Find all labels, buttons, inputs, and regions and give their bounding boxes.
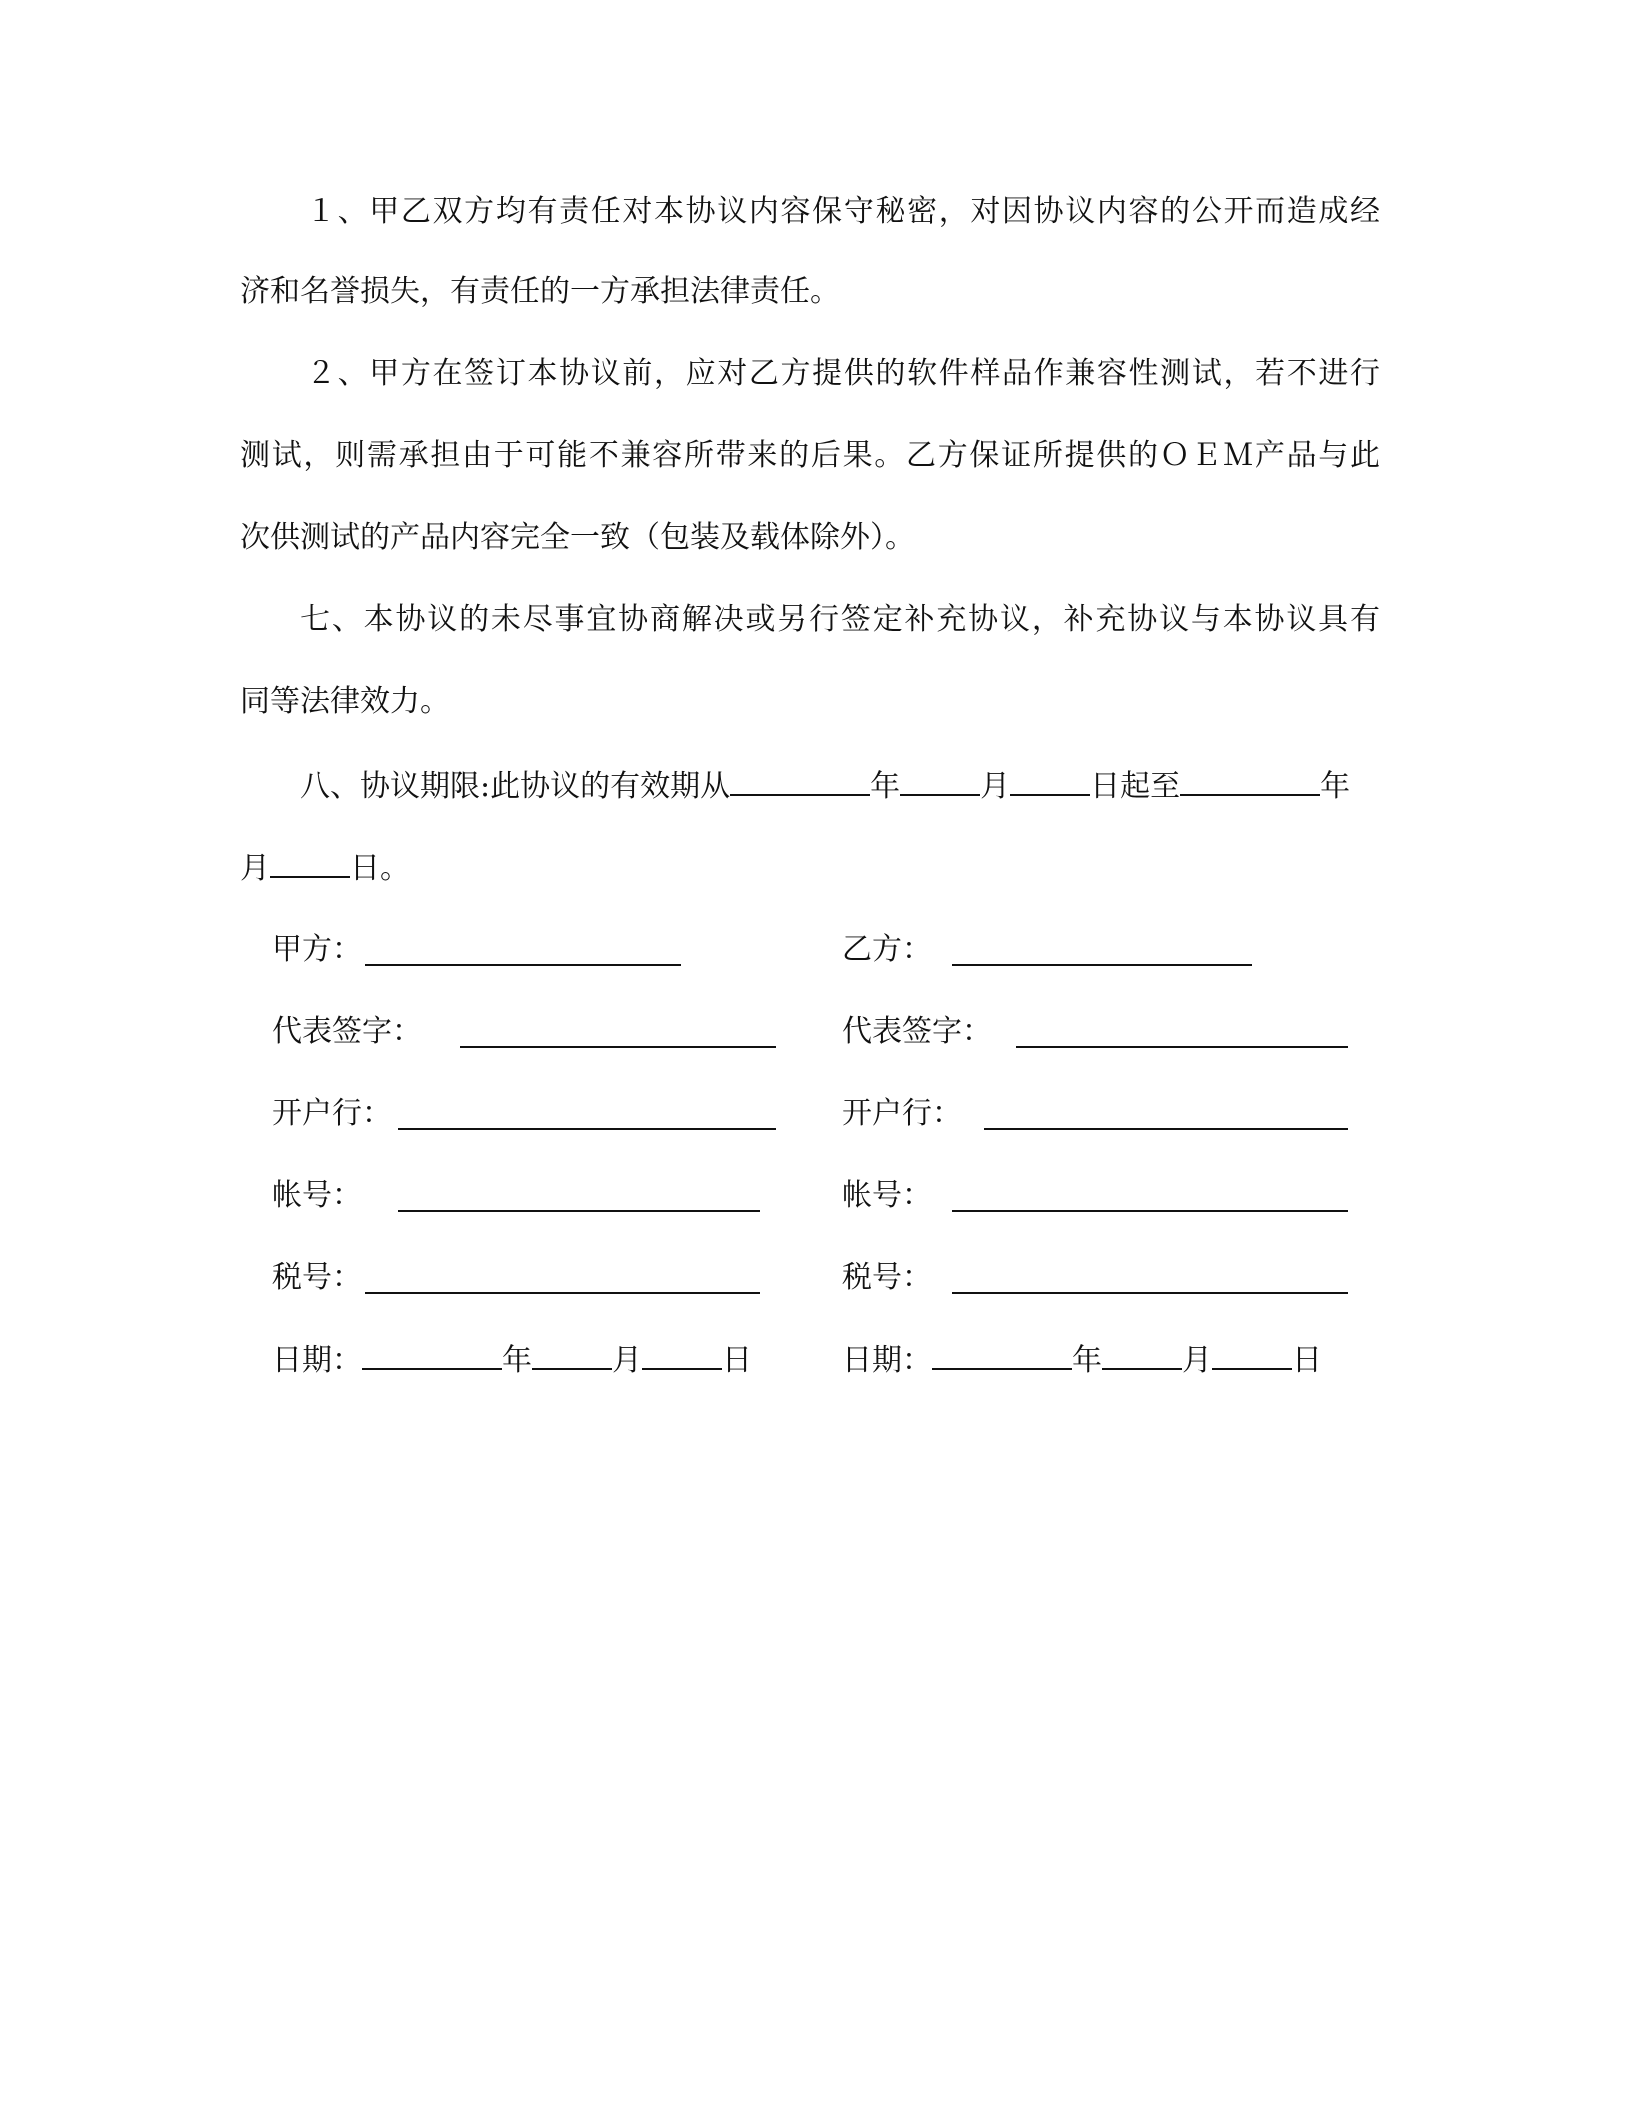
start-year-blank[interactable] (730, 766, 870, 796)
clause-2-line-1: ２、甲方在签订本协议前，应对乙方提供的软件样品作兼容性测试，若不进行 (306, 356, 1380, 391)
clause-7-line-1: 七、本协议的未尽事宜协商解决或另行签定补充协议，补充协议与本协议具有 (300, 602, 1380, 637)
party-b-date-label: 日期： (842, 1343, 932, 1378)
party-b-field[interactable] (952, 964, 1252, 966)
party-a-date-day-blank[interactable] (642, 1340, 722, 1370)
party-a-date-label: 日期： (272, 1343, 362, 1378)
clause-8-prefix: 八、协议期限:此协议的有效期从 (300, 769, 731, 804)
party-b-bank-label: 开户行： (842, 1096, 962, 1131)
party-a-representative-label: 代表签字： (272, 1014, 422, 1049)
party-b-bank-field[interactable] (984, 1128, 1348, 1130)
party-b-date-day-blank[interactable] (1212, 1340, 1292, 1370)
clause-1-line-1: １、甲乙双方均有责任对本协议内容保守秘密，对因协议内容的公开而造成经 (306, 194, 1380, 229)
party-b-month-text: 月 (1182, 1343, 1212, 1378)
end-day-blank[interactable] (270, 848, 350, 878)
party-a-field[interactable] (365, 964, 681, 966)
party-a-account-field[interactable] (398, 1210, 760, 1212)
party-a-tax-field[interactable] (365, 1292, 760, 1294)
end-month-text: 月 (240, 851, 270, 886)
party-a-month-text: 月 (612, 1343, 642, 1378)
party-b-date (842, 1340, 1322, 1381)
party-a-date-year-blank[interactable] (362, 1340, 502, 1370)
party-b-label: 乙方： (842, 932, 932, 967)
clause-8-line-1 (300, 766, 1380, 807)
year-text: 年 (870, 769, 901, 804)
party-b-account-label: 帐号： (842, 1178, 932, 1213)
end-year-text: 年 (1320, 769, 1351, 804)
clause-8-line-2 (240, 848, 1380, 889)
party-a-bank-label: 开户行： (272, 1096, 392, 1131)
start-month-blank[interactable] (900, 766, 980, 796)
clause-7-line-2: 同等法律效力。 (240, 684, 450, 719)
party-a-day-text: 日 (722, 1343, 752, 1378)
party-a-label: 甲方： (272, 932, 362, 967)
end-year-blank[interactable] (1180, 766, 1320, 796)
party-a-representative-field[interactable] (460, 1046, 776, 1048)
party-a-date (272, 1340, 752, 1381)
start-day-blank[interactable] (1010, 766, 1090, 796)
party-a-account-label: 帐号： (272, 1178, 362, 1213)
party-a-tax-label: 税号： (272, 1260, 362, 1295)
party-b-representative-label: 代表签字： (842, 1014, 992, 1049)
party-b-day-text: 日 (1292, 1343, 1322, 1378)
end-text: 日。 (350, 851, 410, 886)
party-a-date-month-blank[interactable] (532, 1340, 612, 1370)
party-b-date-month-blank[interactable] (1102, 1340, 1182, 1370)
clause-2-line-3: 次供测试的产品内容完全一致（包装及载体除外）。 (240, 520, 915, 555)
party-a-bank-field[interactable] (398, 1128, 776, 1130)
party-b-representative-field[interactable] (1016, 1046, 1348, 1048)
party-b-account-field[interactable] (952, 1210, 1348, 1212)
party-b-tax-field[interactable] (952, 1292, 1348, 1294)
party-b-tax-label: 税号： (842, 1260, 932, 1295)
day-from-text: 日起至 (1090, 769, 1181, 804)
party-b-year-text: 年 (1072, 1343, 1102, 1378)
month-text: 月 (980, 769, 1011, 804)
party-b-date-year-blank[interactable] (932, 1340, 1072, 1370)
clause-1-line-2: 济和名誉损失，有责任的一方承担法律责任。 (240, 274, 840, 309)
party-a-year-text: 年 (502, 1343, 532, 1378)
clause-2-line-2: 测试，则需承担由于可能不兼容所带来的后果。乙方保证所提供的ＯＥＭ产品与此 (240, 438, 1380, 473)
